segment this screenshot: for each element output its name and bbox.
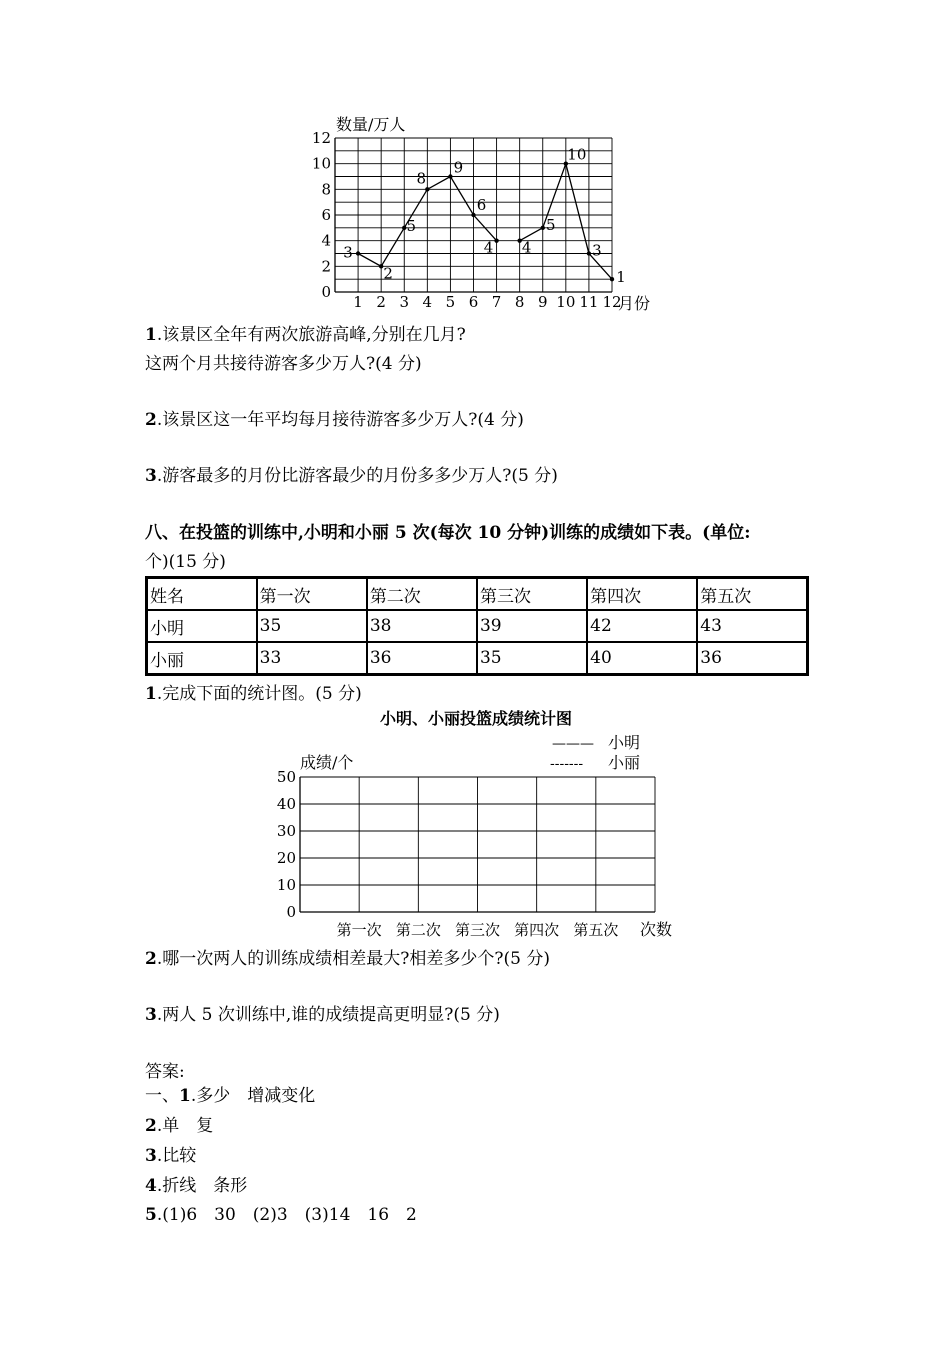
answer-4-number: 4 <box>145 1176 157 1196</box>
table-cell: 39 <box>477 610 587 642</box>
section8-question-2 <box>145 944 550 969</box>
answer-3-number: 3 <box>145 1146 157 1166</box>
chart1-data-point <box>587 251 591 255</box>
question-1 <box>145 320 466 345</box>
chart1-ylabel: 数量/万人 <box>336 115 406 134</box>
chart2-x-tick-label: 第一次 <box>336 921 382 939</box>
table-header-cell: 第四次 <box>587 578 697 611</box>
answer-1 <box>145 1081 315 1106</box>
chart1-data-label: 3 <box>592 241 602 260</box>
chart1-x-tick-label: 5 <box>445 293 456 311</box>
chart1-x-tick-label: 12 <box>602 293 622 311</box>
chart1-x-tick-label: 11 <box>579 293 599 311</box>
table-header-cell: 第一次 <box>257 578 367 611</box>
chart1-y-tick-label: 6 <box>321 206 331 224</box>
chart1-x-tick-label: 6 <box>468 293 479 311</box>
chart1-data-point <box>494 238 498 242</box>
table-cell: 36 <box>697 642 807 675</box>
chart2-title: 小明、小丽投篮成绩统计图 <box>379 709 573 728</box>
chart2-xlabel: 次数 <box>640 920 673 939</box>
answer-5 <box>145 1200 417 1225</box>
table-header-cell: 第二次 <box>367 578 477 611</box>
section8-question-3-number: 3 <box>145 1005 157 1025</box>
question-2-number: 2 <box>145 410 157 430</box>
chart2-y-tick-label: 0 <box>286 903 296 921</box>
chart2-y-tick-label: 50 <box>276 768 296 786</box>
chart1-data-point <box>356 251 360 255</box>
chart1-data-label: 6 <box>476 196 487 214</box>
section8-question-3 <box>145 1000 500 1025</box>
section8-question-1 <box>145 679 362 704</box>
chart1-data-label: 8 <box>416 169 427 188</box>
chart2-y-tick-label: 20 <box>276 849 296 867</box>
chart1-data-labels <box>343 146 625 287</box>
answer-5-text: .(1)6 30 (2)3 (3)14 16 2 <box>156 1205 417 1225</box>
section8-heading: 八、在投篮的训练中,小明和小丽 5 次(每次 10 分钟)训练的成绩如下表。(单位: <box>145 523 751 543</box>
table-header-cell: 第五次 <box>697 578 807 611</box>
question-3 <box>145 461 558 486</box>
table-cell: 小丽 <box>147 642 257 675</box>
chart1-x-tick-label: 2 <box>376 293 386 311</box>
section8-question-2-number: 2 <box>145 949 157 969</box>
answer-2-number: 2 <box>145 1116 157 1136</box>
question-2 <box>145 405 524 430</box>
table-row <box>147 610 808 642</box>
table-cell: 38 <box>367 610 477 642</box>
answer-1-text: .多少 增减变化 <box>190 1086 316 1106</box>
table-header-cell: 姓名 <box>147 578 257 611</box>
score-table <box>145 576 809 676</box>
answers-title: 答案: <box>145 1062 185 1082</box>
table-cell: 33 <box>257 642 367 675</box>
section8-question-1-text: .完成下面的统计图。(5 分) <box>156 684 362 704</box>
question-2-text: .该景区这一年平均每月接待游客多少万人?(4 分) <box>156 410 524 430</box>
chart1-y-tick-label: 2 <box>321 257 331 276</box>
chart2-x-tick-label: 第五次 <box>573 921 619 939</box>
table-cell: 42 <box>587 610 697 642</box>
chart1-data-label: 9 <box>453 158 464 177</box>
score-line-chart <box>270 702 690 942</box>
chart1-xlabel: 月份 <box>618 294 651 313</box>
chart2-y-tick-label: 40 <box>276 795 296 813</box>
chart1-y-tick-label: 8 <box>321 180 331 199</box>
answer-1-number: 1 <box>179 1086 191 1106</box>
chart1-x-tick-label: 3 <box>399 293 410 311</box>
chart2-x-tick-label: 第四次 <box>514 921 560 939</box>
question-1-number: 1 <box>145 325 157 345</box>
answer-5-number: 5 <box>145 1205 157 1225</box>
table-cell: 35 <box>257 610 367 642</box>
chart1-data-label: 2 <box>383 264 393 283</box>
chart1-data-label: 5 <box>406 216 417 235</box>
chart1-data-label: 1 <box>616 268 626 287</box>
section8-question-3-text: .两人 5 次训练中,谁的成绩提高更明显?(5 分) <box>156 1005 500 1025</box>
chart1-data-label: 3 <box>343 243 353 262</box>
chart1-data-label: 4 <box>521 238 532 257</box>
table-cell: 40 <box>587 642 697 675</box>
chart2-x-tick-label: 第三次 <box>454 921 501 939</box>
table-cell: 小明 <box>147 610 257 642</box>
chart1-x-tick-label: 1 <box>353 293 363 311</box>
chart2-x-tick-label: 第二次 <box>395 921 441 939</box>
answer-4-text: .折线 条形 <box>156 1176 248 1196</box>
chart1-data-point <box>471 213 475 217</box>
chart1-data-label: 4 <box>483 238 494 257</box>
chart2-y-tick-label: 10 <box>276 876 296 894</box>
question-1-text: .该景区全年有两次旅游高峰,分别在几月? <box>156 325 466 345</box>
answer-2-text: .单 复 <box>156 1116 214 1136</box>
question-3-text: .游客最多的月份比游客最少的月份多多少万人?(5 分) <box>156 466 558 486</box>
chart2-y-ticks <box>277 768 296 921</box>
chart1-data-label: 10 <box>567 145 587 164</box>
chart1-y-tick-label: 4 <box>321 231 331 250</box>
answer-3-text: .比较 <box>156 1146 197 1166</box>
question-1-line2: 这两个月共接待游客多少万人?(4 分) <box>145 354 422 374</box>
chart1-x-tick-label: 7 <box>491 293 502 311</box>
legend-mark-xiaoming: ——— <box>552 736 594 752</box>
legend-label-xiaoming: 小明 <box>608 733 641 752</box>
chart1-y-tick-label: 10 <box>311 154 331 173</box>
chart1-data-point <box>448 174 452 178</box>
chart1-x-tick-label: 9 <box>537 293 548 311</box>
question-3-number: 3 <box>145 466 157 486</box>
section8-question-1-number: 1 <box>145 684 157 704</box>
chart1-y-ticks <box>312 129 331 301</box>
table-header-cell: 第三次 <box>477 578 587 611</box>
chart2-grid <box>300 777 655 912</box>
chart1-x-tick-label: 8 <box>514 293 525 311</box>
chart1-data-point <box>425 187 429 191</box>
table-cell: 43 <box>697 610 807 642</box>
chart1-data-point <box>610 277 614 281</box>
chart2-x-ticks <box>337 921 619 939</box>
table-cell: 35 <box>477 642 587 675</box>
section8-question-2-text: .哪一次两人的训练成绩相差最大?相差多少个?(5 分) <box>156 949 550 969</box>
chart1-y-tick-label: 0 <box>321 283 331 301</box>
chart1-points <box>356 158 614 281</box>
answer-4 <box>145 1171 247 1196</box>
legend-mark-xiaoli: ------- <box>550 756 584 772</box>
chart1-x-tick-label: 4 <box>422 293 433 311</box>
answer-2 <box>145 1111 213 1136</box>
chart1-x-tick-label: 10 <box>556 293 576 311</box>
answer-3 <box>145 1141 196 1166</box>
legend-label-xiaoli: 小丽 <box>608 753 641 772</box>
section8-heading-line2: 个)(15 分) <box>145 552 226 572</box>
tourist-line-chart <box>300 110 660 315</box>
chart1-data-point <box>541 226 545 230</box>
chart1-y-tick-label: 12 <box>311 129 331 147</box>
chart1-x-ticks <box>353 293 621 311</box>
chart2-ylabel: 成绩/个 <box>300 753 354 772</box>
chart1-series-lines <box>358 164 612 283</box>
answer-1-prefix: 一、 <box>145 1086 179 1106</box>
table-cell: 36 <box>367 642 477 675</box>
chart2-y-tick-label: 30 <box>276 822 296 840</box>
table-header-row <box>147 578 808 611</box>
chart1-data-label: 5 <box>545 215 556 234</box>
table-row <box>147 642 808 675</box>
